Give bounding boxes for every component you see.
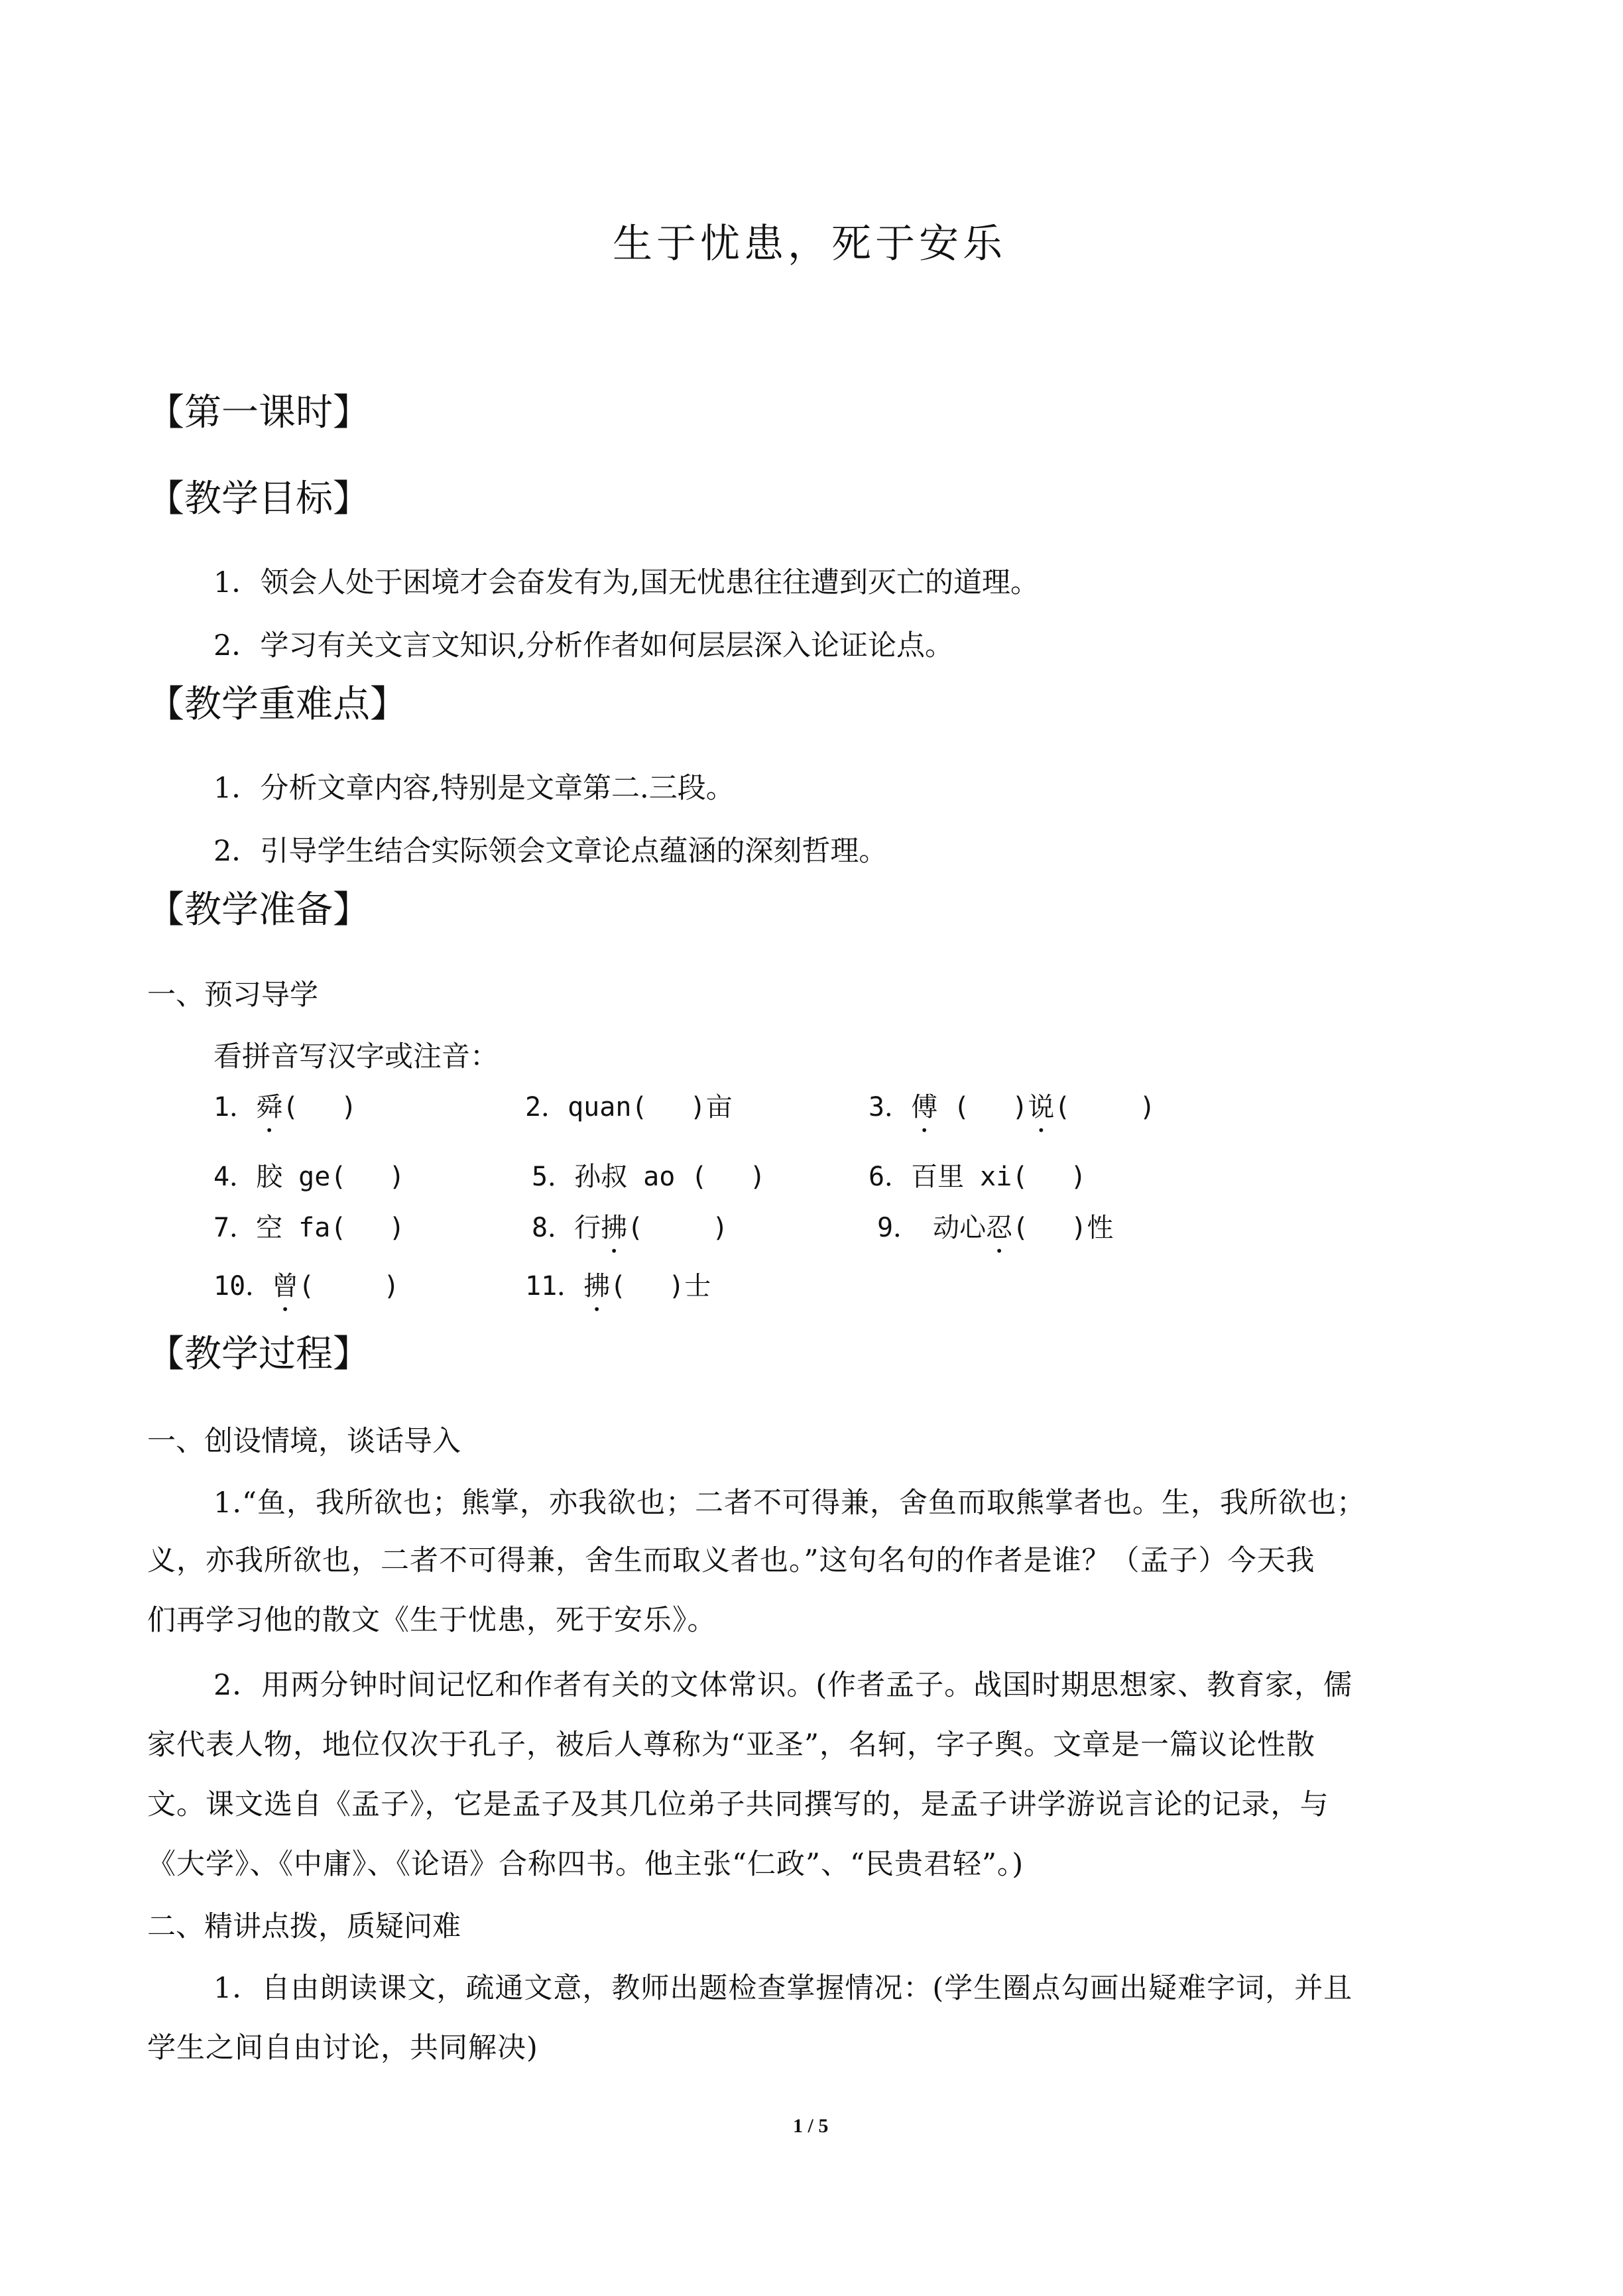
page-title: 生于忧患，死于安乐 (613, 221, 1006, 267)
preview-instruction: 看拼音写汉字或注音： (213, 1040, 499, 1073)
heading-goals: 【教学目标】 (147, 477, 370, 520)
pinyin-item-7: 7．空 fa( ) (213, 1213, 405, 1243)
paragraph-line: 1．自由朗读课文，疏通文意，教师出题检查掌握情况：(学生圈点勾画出疑难字词，并且 (213, 1972, 1353, 2005)
paragraph-line: 文。课文选自《孟子》，它是孟子及其几位弟子共同撰写的，是孟子讲学游说言论的记录，与 (147, 1788, 1329, 1821)
pinyin-item-6: 6．百里 xi( ) (869, 1162, 1087, 1192)
goal-item: 2．学习有关文言文知识,分析作者如何层层深入论证论点。 (213, 629, 954, 662)
paragraph-line: 2．用两分钟时间记忆和作者有关的文体常识。(作者孟子。战国时期思想家、教育家，儒 (213, 1669, 1353, 1702)
goal-item: 1．领会人处于困境才会奋发有为,国无忧患往往遭到灭亡的道理。 (213, 566, 1040, 599)
paragraph-line: 们再学习他的散文《生于忧患，死于安乐》。 (147, 1604, 717, 1637)
process-section-2: 二、精讲点拨，质疑问难 (147, 1910, 461, 1943)
paragraph-line: 家代表人物，地位仅次于孔子，被后人尊称为“亚圣”，名轲，字子舆。文章是一篇议论性散 (147, 1728, 1315, 1762)
paragraph-line: 1.“鱼，我所欲也；熊掌，亦我欲也；二者不可得兼，舍鱼而取熊掌者也。生，我所欲也； (213, 1486, 1366, 1520)
key-point-item: 2．引导学生结合实际领会文章论点蕴涵的深刻哲理。 (213, 835, 888, 868)
process-section-1: 一、创设情境，谈话导入 (147, 1425, 461, 1458)
paragraph-line: 学生之间自由讨论，共同解决) (147, 2031, 538, 2065)
heading-lesson: 【第一课时】 (147, 391, 370, 434)
paragraph-line: 义，亦我所欲也，二者不可得兼，舍生而取义者也。”这句名句的作者是谁？（孟子）今天我 (147, 1544, 1315, 1577)
key-point-item: 1．分析文章内容,特别是文章第二.三段。 (213, 772, 735, 805)
heading-preparation: 【教学准备】 (147, 888, 370, 932)
pinyin-item-2: 2．quan( )亩 (525, 1092, 733, 1122)
pinyin-item-5: 5．孙叔 ao ( ) (532, 1162, 766, 1192)
pinyin-item-1: 1．舜( ) (213, 1092, 357, 1122)
pinyin-item-10: 10．曾( ) (213, 1271, 400, 1301)
pinyin-item-8: 8．行拂( ) (532, 1213, 729, 1243)
preview-section-title: 一、预习导学 (147, 979, 318, 1012)
pinyin-item-11: 11．拂( )士 (525, 1271, 711, 1301)
pinyin-item-9: 9． 动心忍( )性 (877, 1213, 1114, 1243)
heading-process: 【教学过程】 (147, 1333, 370, 1376)
heading-key-points: 【教学重难点】 (147, 683, 407, 726)
pinyin-item-4: 4．胶 ge( ) (213, 1162, 405, 1192)
page-number: 1 / 5 (793, 2115, 829, 2137)
pinyin-item-3: 3．傅 ( )说( ) (869, 1092, 1156, 1122)
paragraph-line: 《大学》、《中庸》、《论语》合称四书。他主张“仁政”、“民贵君轻”。) (147, 1848, 1024, 1881)
